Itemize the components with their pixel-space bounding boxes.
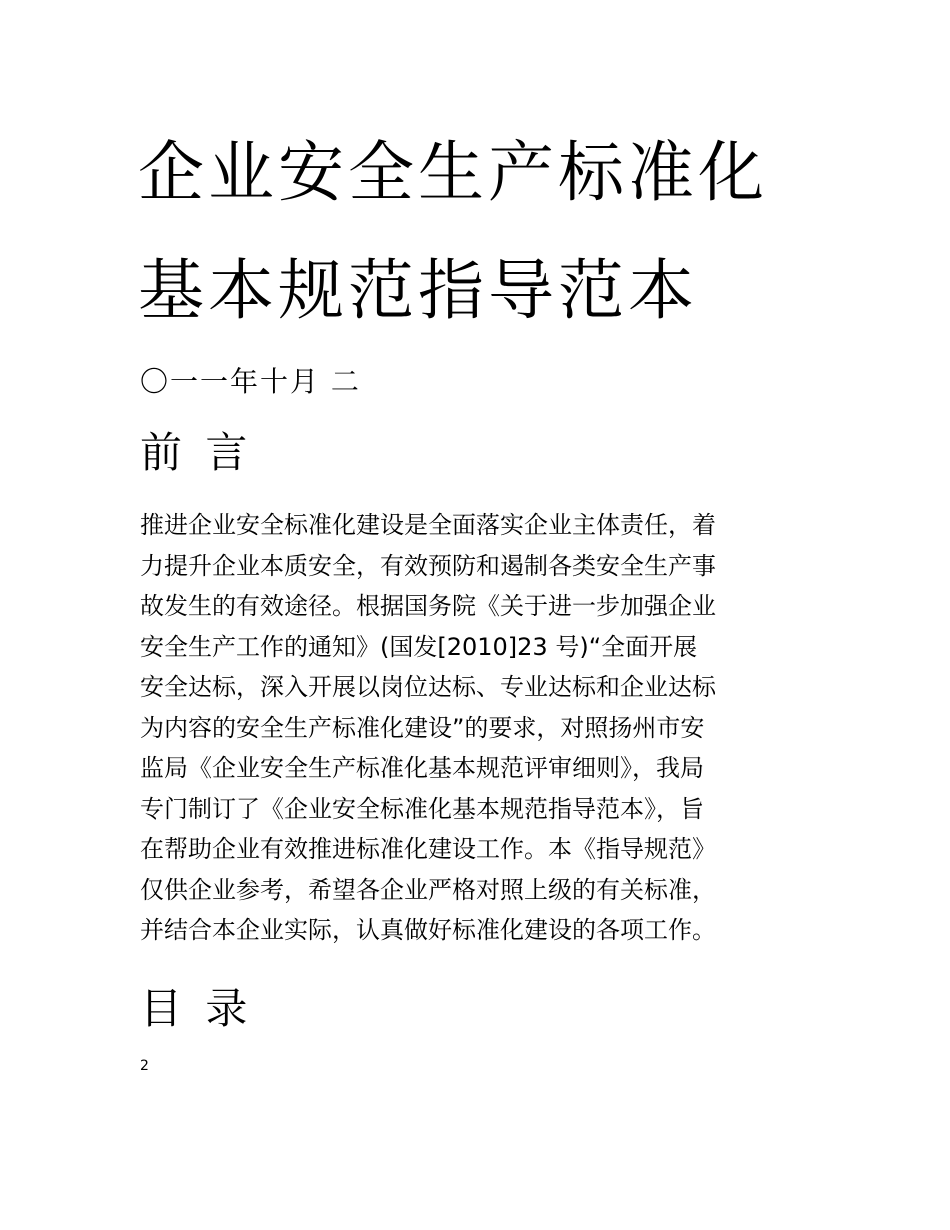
preface-line: 故发生的有效途径。根据国务院《关于进一步加强企业 <box>140 592 716 620</box>
preface-line: 在帮助企业有效推进标准化建设工作。本《指导规范》 <box>140 835 716 863</box>
preface-body <box>140 505 820 951</box>
preface-line: 专门制订了《企业安全标准化基本规范指导范本》，旨 <box>140 794 704 823</box>
preface-heading: 前 言 <box>140 428 248 477</box>
preface-line: 安全生产工作的通知》(国发[2010]23 号)“全面开展 <box>140 632 698 661</box>
toc-heading: 目 录 <box>140 984 248 1033</box>
preface-line: 推进企业安全标准化建设是全面落实企业主体责任，着 <box>140 511 716 539</box>
page-number: 2 <box>140 1058 149 1074</box>
preface-line: 并结合本企业实际，认真做好标准化建设的各项工作。 <box>140 916 716 944</box>
document-title-line-1: 企业安全生产标准化 <box>138 134 768 211</box>
document-date: 〇一一年十月 二 <box>140 365 361 398</box>
preface-line: 力提升企业本质安全，有效预防和遏制各类安全生产事 <box>140 551 716 580</box>
document-title-line-2: 基本规范指导范本 <box>138 252 698 329</box>
preface-line: 仅供企业参考，希望各企业严格对照上级的有关标准， <box>140 875 716 904</box>
preface-line: 安全达标，深入开展以岗位达标、专业达标和企业达标 <box>140 673 716 701</box>
preface-line: 监局《企业安全生产标准化基本规范评审细则》，我局 <box>140 754 704 782</box>
preface-line: 为内容的安全生产标准化建设”的要求，对照扬州市安 <box>140 713 705 742</box>
